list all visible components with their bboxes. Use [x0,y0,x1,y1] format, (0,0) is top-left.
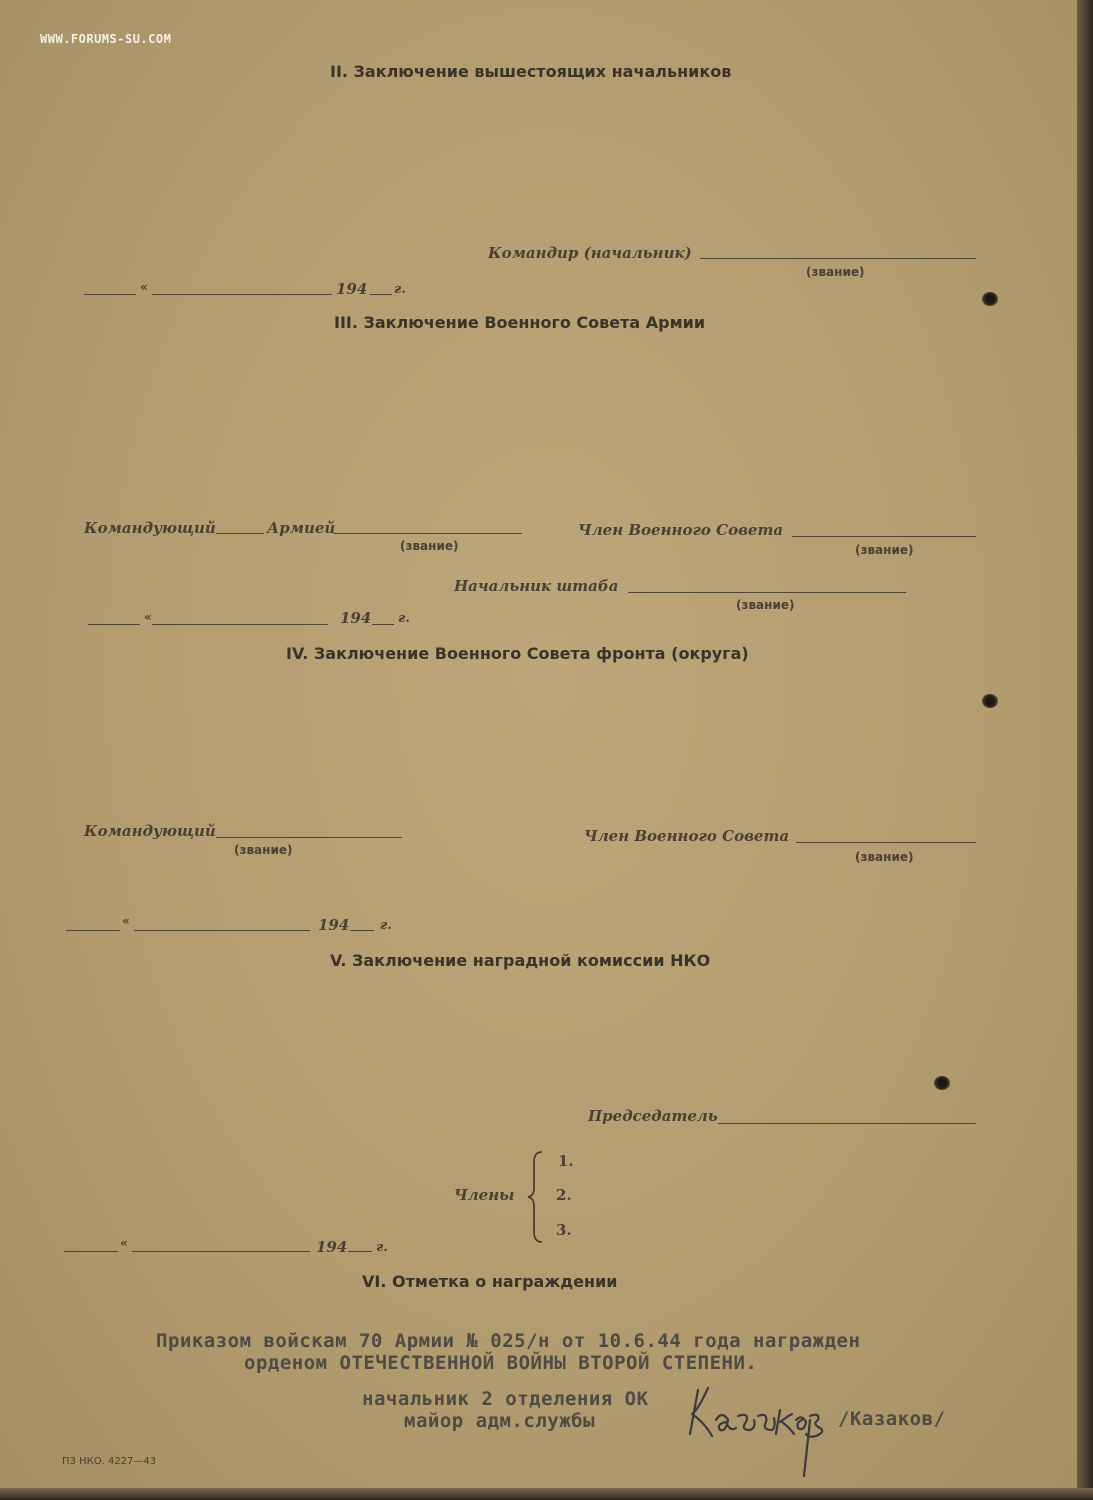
section-5-heading: V. Заключение наградной комиссии НКО [330,951,711,970]
watermark: WWW.FORUMS-SU.COM [40,32,172,46]
member-number-2: 2. [556,1186,572,1204]
date-year: 194 [316,1238,348,1256]
date-month-line [152,624,328,625]
date-year-line [370,294,392,295]
council-member-line [792,536,976,537]
date-suffix: г. [398,611,410,626]
army-label: Армией [267,519,336,537]
members-label: Члены [454,1186,515,1204]
front-council-member-label: Член Военного Совета [584,827,790,845]
date-year-line [350,930,374,931]
date-month-line [132,1251,310,1252]
rank-caption-3: (звание) [736,598,795,612]
date-quote: « [120,1236,128,1250]
army-commander-label: Командующий [84,519,216,537]
date-suffix: г. [380,918,392,933]
chairman-label: Председатель [588,1107,718,1125]
punch-hole [934,1076,950,1090]
members-brace [526,1150,546,1244]
date-day-line [84,294,136,295]
date-month-line [134,930,310,931]
date-year-line [348,1251,372,1252]
chief-of-staff-label: Начальник штаба [454,577,619,595]
punch-hole [982,694,998,708]
signatory-position: начальник 2 отделения ОК [362,1388,649,1410]
date-year-line [372,624,394,625]
section-3-heading: III. Заключение Военного Совета Армии [334,313,706,332]
print-mark: ПЗ НКО. 4227—43 [62,1456,157,1467]
rank-caption-1: (звание) [234,843,293,857]
award-order-line-1: Приказом войскам 70 Армии № 025/н от 10.6.44 года награжден [156,1330,861,1352]
date-day-line [66,930,120,931]
date-quote: « [140,280,148,294]
date-day-line [64,1251,118,1252]
page-edge-shadow-bottom [0,1488,1093,1500]
date-suffix: г. [394,282,406,297]
member-number-3: 3. [556,1221,572,1239]
punch-hole [982,292,998,306]
date-day-line [88,624,140,625]
army-number-line [216,533,264,534]
rank-caption-2: (звание) [855,543,914,557]
front-commander-line [216,837,402,838]
council-member-label: Член Военного Совета [578,521,784,539]
member-number-1: 1. [558,1152,574,1170]
chairman-line [718,1123,976,1124]
commander-line [700,258,976,259]
handwritten-signature [676,1376,836,1480]
date-month-line [152,294,332,295]
section-6-heading: VI. Отметка о награждении [362,1272,618,1291]
army-rank-line [334,533,522,534]
section-2-heading: II. Заключение вышестоящих начальников [330,62,732,81]
date-year: 194 [318,916,350,934]
page-edge-shadow [1077,0,1093,1500]
front-commander-label: Командующий [84,822,216,840]
date-year: 194 [336,280,368,298]
award-order-line-2: орденом ОТЕЧЕСТВЕННОЙ ВОЙНЫ ВТОРОЙ СТЕПЕНИ. [244,1352,758,1374]
date-suffix: г. [376,1240,388,1255]
rank-caption: (звание) [806,265,865,279]
signatory-rank: майор адм.службы [404,1410,596,1432]
date-quote: « [144,610,152,624]
rank-caption-1: (звание) [400,539,459,553]
commander-label: Командир (начальник) [488,244,692,262]
date-quote: « [122,914,130,928]
section-4-heading: IV. Заключение Военного Совета фронта (округа) [286,644,749,663]
signatory-name: /Казаков/ [838,1408,946,1430]
front-council-member-line [796,842,976,843]
chief-of-staff-line [628,592,906,593]
date-year: 194 [340,609,372,627]
rank-caption-2: (звание) [855,850,914,864]
